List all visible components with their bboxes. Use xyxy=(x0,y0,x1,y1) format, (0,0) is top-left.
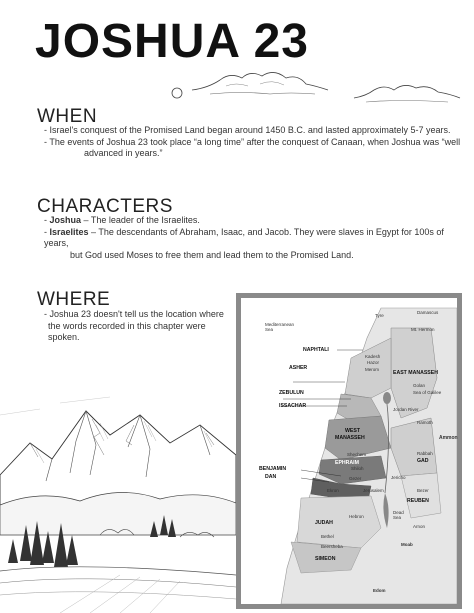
balloon-icon xyxy=(170,86,184,100)
tribe-label-ephraim: EPHRAIM xyxy=(335,460,359,466)
character-desc: – The descendants of Abraham, Isaac, and Jacob. They were slaves in Egypt for 100s of years, xyxy=(44,226,444,248)
tribe-label-zebulun: ZEBULUN xyxy=(279,390,304,396)
tribe-label-east-manasseh: EAST MANASSEH xyxy=(393,370,438,376)
map-label-edom: Edom xyxy=(373,588,386,593)
map-label-moab: Moab xyxy=(401,542,413,547)
tribe-label-issachar: ISSACHAR xyxy=(279,403,307,409)
map-label-dead-sea: Dead Sea xyxy=(393,510,404,520)
when-line: advanced in years.” xyxy=(84,148,163,158)
map-label-gezer: Gezer xyxy=(349,476,362,481)
tribe-label-benjamin: BENJAMIN xyxy=(259,466,287,472)
characters-heading: CHARACTERS xyxy=(37,196,173,217)
character-desc: – The leader of the Israelites. xyxy=(81,215,200,225)
map-label-hebron: Hebron xyxy=(349,514,364,519)
map-label-sea-of-galilee: Sea of Galilee xyxy=(413,390,442,395)
tribe-label-west: WEST xyxy=(345,428,360,434)
map-label-ammon: Ammon xyxy=(439,435,458,441)
map-label-bethel: Bethel xyxy=(321,534,334,539)
where-line: the words recorded in this chapter were spoken. xyxy=(48,320,206,342)
map-label-rabbah: Rabbah xyxy=(417,451,433,456)
map-label-hazor: Hazor xyxy=(367,360,380,365)
map-label-shechem: Shechem xyxy=(347,452,367,457)
when-heading: WHEN xyxy=(37,106,98,127)
when-line: - The events of Joshua 23 took place “a long time” after the conquest of Canaan, when Joshua was “well xyxy=(44,136,461,147)
tribe-label-dan: DAN xyxy=(265,474,277,480)
map-label-beersheba: Beersheba xyxy=(321,544,343,549)
map-label-jerusalem: Jerusalem xyxy=(363,488,384,493)
map-label-shiloh: Shiloh xyxy=(351,466,364,471)
character-name: Israelites xyxy=(49,226,89,237)
where-heading: WHERE xyxy=(37,289,111,310)
map-label-mt-hermon: Mt. Hermon xyxy=(411,327,435,332)
where-line: - Joshua 23 doesn't tell us the location where xyxy=(44,309,224,319)
landscape-illustration xyxy=(0,385,236,613)
canaan-tribes-map xyxy=(241,298,457,604)
character-item: - Joshua – The leader of the Israelites. xyxy=(44,215,200,225)
tribe-label-manasseh: MANASSEH xyxy=(335,435,365,441)
tribe-label-asher: ASHER xyxy=(289,365,308,371)
map-label-ramoth: Ramoth xyxy=(417,420,433,425)
map-label-arnon: Arnon xyxy=(413,524,426,529)
cloud-illustration xyxy=(352,80,462,104)
tribe-label-gad: GAD xyxy=(417,458,429,464)
map-label-merom: Merom xyxy=(365,367,380,372)
cloud-illustration xyxy=(190,64,330,98)
map-label-damascus: Damascus xyxy=(417,310,439,315)
character-item: - Israelites – The descendants of Abraham, Isaac, and Jacob. They were slaves in Egypt for 100s of years, xyxy=(44,226,444,248)
map-frame xyxy=(236,293,462,609)
where-body xyxy=(44,309,234,344)
map-label-kadesh: Kadesh xyxy=(365,354,381,359)
character-name: Joshua xyxy=(49,215,82,225)
tribe-label-judah: JUDAH xyxy=(315,520,333,526)
character-continuation: but God used Moses to free them and lead them to the Promised Land. xyxy=(70,249,354,260)
when-body xyxy=(44,125,464,160)
map-label-jericho: Jericho xyxy=(391,475,406,480)
map-label-tyre: Tyre xyxy=(375,313,384,318)
tribe-label-naphtali: NAPHTALI xyxy=(303,347,329,353)
map-label-golan: Golan xyxy=(413,383,426,388)
page-title: JOSHUA 23 xyxy=(35,15,309,68)
when-line: - Israel's conquest of the Promised Land began around 1450 B.C. and lasted approximately 5-7 years. xyxy=(44,125,451,135)
map-label-bezer: Bezer xyxy=(417,488,429,493)
map-label-sea: Mediterranean Sea xyxy=(265,322,295,332)
tribe-label-simeon: SIMEON xyxy=(315,556,336,562)
characters-body xyxy=(44,215,464,261)
map-label-ekron: Ekron xyxy=(327,488,339,493)
tribe-label-reuben: REUBEN xyxy=(407,498,429,504)
map-label-jordan-river: Jordan River xyxy=(393,407,419,412)
